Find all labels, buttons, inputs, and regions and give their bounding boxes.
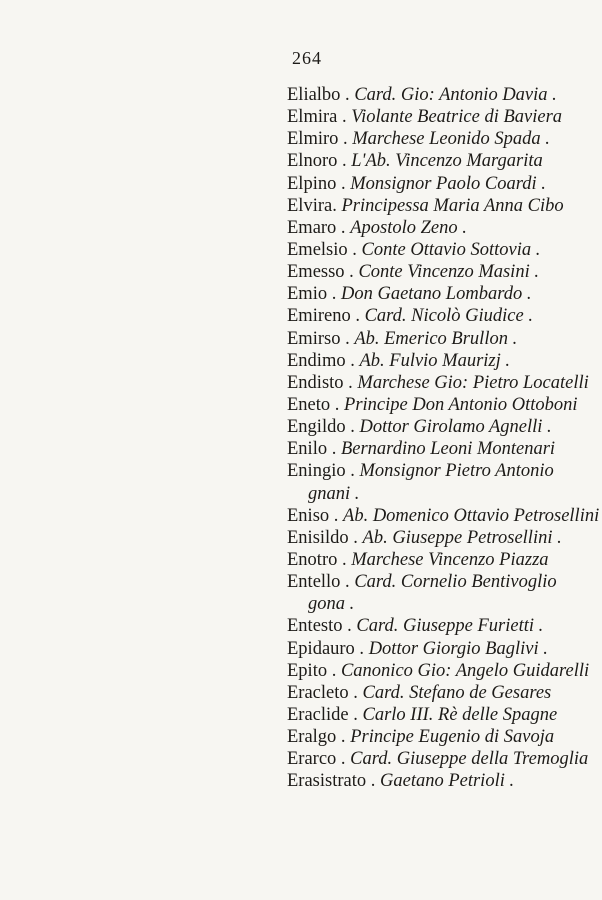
list-item [287,483,602,505]
entry-name: Engildo . [287,417,355,438]
entry-name: Endisto . [287,372,353,393]
list-item [287,150,602,172]
list-item [287,416,602,438]
entry-name: Eraclide . [287,704,358,725]
list-item [287,505,602,527]
list-item [287,239,602,261]
entry-person: Gaetano Petrioli . [380,771,515,792]
entry-name: Elpino . [287,173,346,194]
entry-name: Erasistrato . [287,771,376,792]
list-item [287,527,602,549]
list-item [287,460,602,482]
entry-name: Eniso . [287,505,339,526]
entry-name: Enisildo . [287,527,358,548]
list-item [287,615,602,637]
entry-name: Emirso . [287,328,350,349]
entry-name: Elnoro . [287,151,347,172]
entry-person: Bernardino Leoni Montenari [340,439,556,460]
list-item [287,394,602,416]
entry-person: Card. Giuseppe Furietti . [356,616,544,637]
list-item [287,593,602,615]
entry-name: Epito . [287,660,337,681]
list-item [287,438,602,460]
entry-person: Apostolo Zeno . [350,217,467,238]
entry-person: Ab. Fulvio Maurizj . [359,350,511,371]
entry-name: Elvira. [287,195,337,216]
list-item [287,305,602,327]
entry-person: Ab. Emerico Brullon . [354,328,518,349]
entry-list [287,84,602,793]
entry-person: Card. Giuseppe della Tremoglia [350,749,589,770]
entry-name: Elialbo . [287,85,350,105]
list-item [287,350,602,372]
entry-name: Endimo . [287,350,355,371]
entry-name: Erarco . [287,749,346,770]
list-item [287,638,602,660]
list-item [287,571,602,593]
entry-person: Monsignor Pietro Antonio [359,461,554,482]
list-item [287,372,602,394]
entry-name: Entello . [287,572,350,593]
entry-person: Card. Gio: Antonio Davia . [354,85,557,105]
list-item [287,283,602,305]
entry-person: Principessa Maria Anna Cibo [341,195,564,216]
list-item [287,173,602,195]
entry-person: Principe Eugenio di Savoja [350,727,555,748]
list-item [287,748,602,770]
entry-name: Eralgo . [287,727,346,748]
entry-person: Dottor Giorgio Baglivi . [368,638,548,659]
entry-person: Conte Ottavio Sottovia . [361,239,541,260]
entry-person: L'Ab. Vincenzo Margarita [351,151,543,172]
entry-name: Emio . [287,284,337,305]
entry-person: gnani . [308,483,360,504]
entry-person: Don Gaetano Lombardo . [340,284,532,305]
entry-name: Elmiro . [287,129,348,150]
entry-person: gona . [308,594,355,615]
entry-person: Card. Stefano de Gesares [362,682,552,703]
entry-name: Emireno . [287,306,360,327]
entry-person: Card. Cornelio Bentivoglio [354,572,557,593]
entry-name: Emaro . [287,217,346,238]
entry-person: Principe Don Antonio Ottoboni [344,394,578,415]
entry-name: Eningio . [287,461,355,482]
list-item [287,704,602,726]
list-item [287,660,602,682]
list-item [287,217,602,239]
list-item [287,726,602,748]
entry-person: Ab. Domenico Ottavio Petrosellini [343,505,600,526]
entry-name: Emesso . [287,262,354,283]
entry-name: Enotro . [287,549,347,570]
entry-name: Emelsio . [287,239,357,260]
entry-name: Entesto . [287,616,352,637]
entry-person: Marchese Vincenzo Piazza [351,549,549,570]
list-item [287,128,602,150]
entry-person: Monsignor Paolo Coardi . [350,173,546,194]
list-item [287,682,602,704]
entry-name: Epidauro . [287,638,365,659]
entry-person: Carlo III. Rè delle Spagne [362,704,558,725]
list-item [287,549,602,571]
entry-person: Canonico Gio: Angelo Guidarelli [340,660,590,681]
list-item [287,106,602,128]
entry-name: Elmira . [287,107,347,128]
entry-person: Conte Vincenzo Masini . [358,262,539,283]
entry-person: Marchese Leonido Spada . [352,129,550,150]
entry-person: Dottor Girolamo Agnelli . [359,417,552,438]
entry-name: Eracleto . [287,682,358,703]
entry-person: Ab. Giuseppe Petrosellini . [362,527,562,548]
list-item [287,328,602,350]
list-item [287,84,602,106]
entry-name: Eneto . [287,394,340,415]
entry-person: Violante Beatrice di Baviera [351,107,563,128]
entry-person: Marchese Gio: Pietro Locatelli [357,372,589,393]
entry-person: Card. Nicolò Giudice . [364,306,533,327]
list-item [287,195,602,217]
page-number: 264 [292,48,322,68]
list-item [287,770,602,792]
list-item [287,261,602,283]
entry-name: Enilo . [287,439,337,460]
